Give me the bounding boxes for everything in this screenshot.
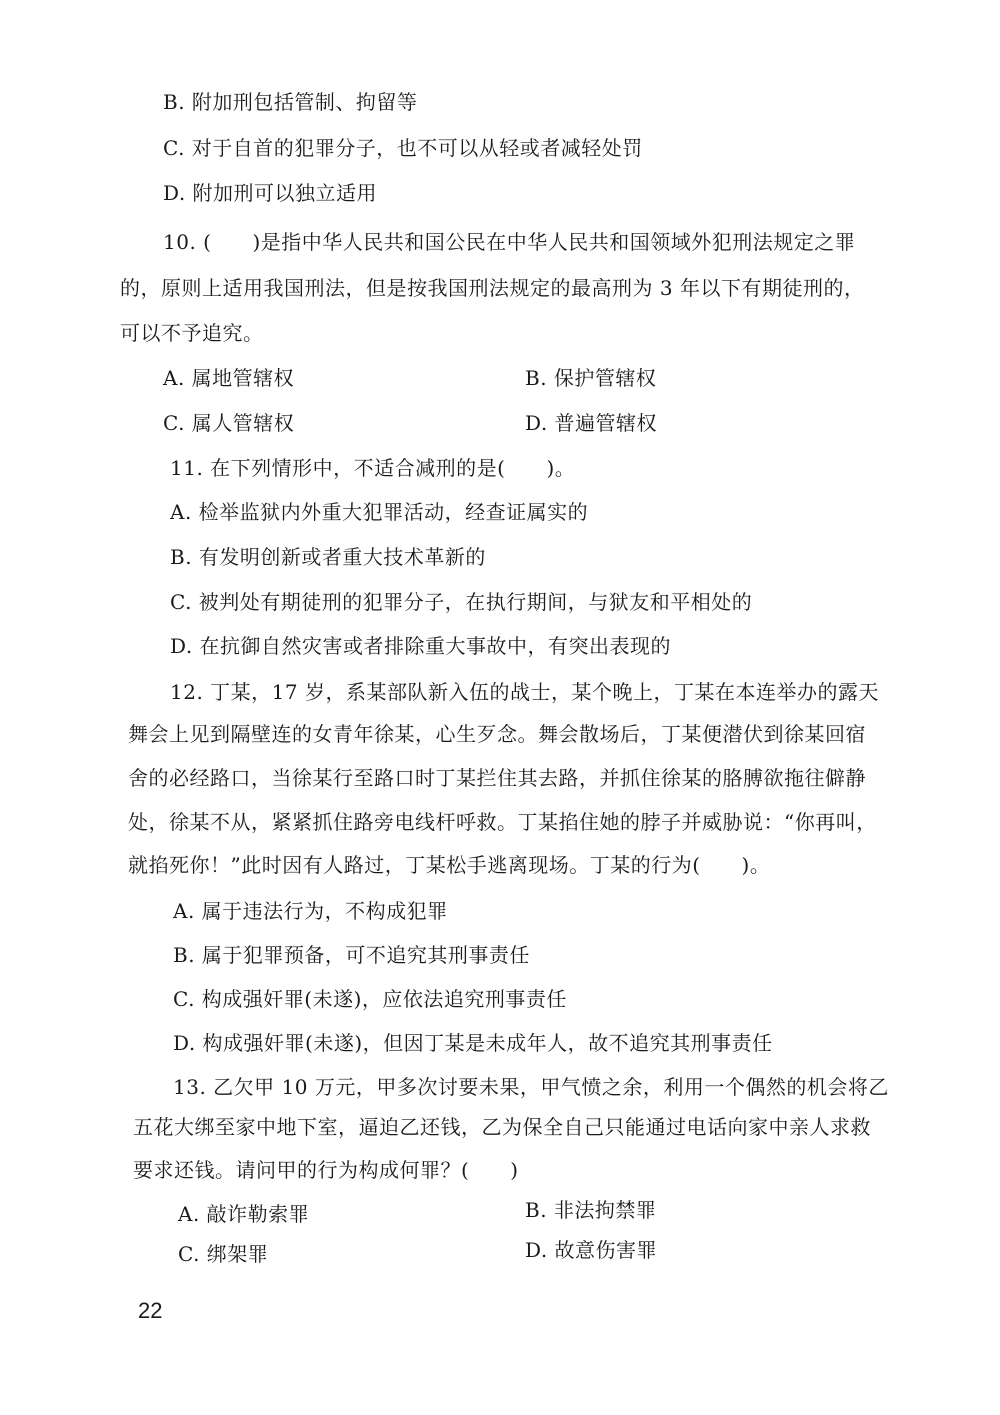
- q10-stem-line3: 可以不予追究。: [120, 321, 264, 345]
- q12-option-d: D. 构成强奸罪(未遂)，但因丁某是未成年人，故不追究其刑事责任: [173, 1031, 773, 1055]
- q12-stem-line2: 舞会上见到隔壁连的女青年徐某，心生歹念。舞会散场后，丁某便潜伏到徐某回宿: [128, 722, 866, 746]
- q13-option-a: A. 敲诈勒索罪: [178, 1202, 310, 1226]
- q12-stem-line4: 处，徐某不从，紧紧抓住路旁电线杆呼救。丁某掐住她的脖子并威胁说：“你再叫，: [128, 810, 877, 834]
- q11-option-b: B. 有发明创新或者重大技术革新的: [170, 545, 486, 569]
- q11-option-c: C. 被判处有期徒刑的犯罪分子，在执行期间，与狱友和平相处的: [170, 590, 753, 614]
- q11-option-a: A. 检举监狱内外重大犯罪活动，经查证属实的: [170, 500, 589, 524]
- q10-stem-line2: 的，原则上适用我国刑法，但是按我国刑法规定的最高刑为 3 年以下有期徒刑的，: [120, 276, 865, 300]
- q10-option-a: A. 属地管辖权: [163, 366, 295, 390]
- q12-option-a: A. 属于违法行为，不构成犯罪: [173, 899, 448, 923]
- q10-option-d: D. 普遍管辖权: [525, 411, 658, 435]
- q12-stem-line1: 12. 丁某，17 岁，系某部队新入伍的战士，某个晚上，丁某在本连举办的露天: [170, 680, 879, 704]
- q12-option-c: C. 构成强奸罪(未遂)，应依法追究刑事责任: [173, 987, 567, 1011]
- q11-option-d: D. 在抗御自然灾害或者排除重大事故中，有突出表现的: [170, 634, 672, 658]
- q12-stem-line5: 就掐死你！”此时因有人路过，丁某松手逃离现场。丁某的行为( )。: [128, 853, 771, 877]
- q13-option-b: B. 非法拘禁罪: [525, 1198, 657, 1222]
- q11-stem: 11. 在下列情形中，不适合减刑的是( )。: [170, 456, 576, 480]
- q9-option-b: B. 附加刑包括管制、拘留等: [163, 90, 418, 114]
- q12-option-b: B. 属于犯罪预备，可不追究其刑事责任: [173, 943, 530, 967]
- q9-option-d: D. 附加刑可以独立适用: [163, 181, 378, 205]
- page-number: 22: [138, 1298, 163, 1323]
- q13-stem-line3: 要求还钱。请问甲的行为构成何罪？( ): [133, 1158, 519, 1182]
- q12-stem-line3: 舍的必经路口，当徐某行至路口时丁某拦住其去路，并抓住徐某的胳膊欲拖往僻静: [128, 766, 866, 790]
- q10-option-c: C. 属人管辖权: [163, 411, 295, 435]
- q13-stem-line1: 13. 乙欠甲 10 万元，甲多次讨要未果，甲气愤之余，利用一个偶然的机会将乙: [173, 1075, 889, 1099]
- q13-option-c: C. 绑架罪: [178, 1242, 269, 1266]
- q10-stem-line1: 10. ( )是指中华人民共和国公民在中华人民共和国领域外犯刑法规定之罪: [163, 230, 856, 254]
- q9-option-c: C. 对于自首的犯罪分子，也不可以从轻或者减轻处罚: [163, 136, 643, 160]
- q13-option-d: D. 故意伤害罪: [525, 1238, 658, 1262]
- q13-stem-line2: 五花大绑至家中地下室，逼迫乙还钱，乙为保全自己只能通过电话向家中亲人求救: [133, 1115, 871, 1139]
- q10-option-b: B. 保护管辖权: [525, 366, 657, 390]
